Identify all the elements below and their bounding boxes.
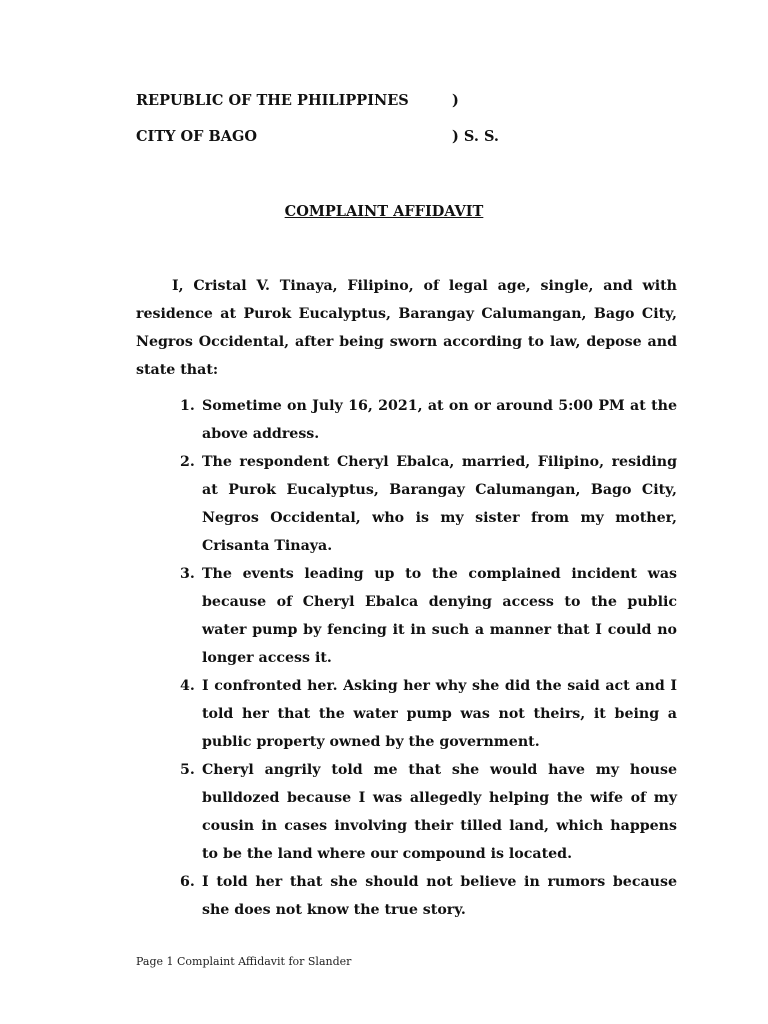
list-item-number: 1. xyxy=(180,398,195,414)
list-item-text: I confronted her. Asking her why she did the said act and I told her that the water pump was not theirs, it being a public property owned by the government. xyxy=(202,678,677,750)
list-item xyxy=(136,672,677,756)
venue-country: REPUBLIC OF THE PHILIPPINES xyxy=(136,92,409,109)
list-item-number: 3. xyxy=(180,566,195,582)
list-item-number: 4. xyxy=(180,678,195,694)
venue-block xyxy=(136,92,596,164)
list-item xyxy=(136,756,677,868)
list-item-text: Sometime on July 16, 2021, at on or around 5:00 PM at the above address. xyxy=(202,398,677,442)
list-item xyxy=(136,392,677,448)
list-item-text: Cheryl angrily told me that she would have my house bulldozed because I was allegedly helping the wife of my cousin in cases involving their tilled land, which happens to be the land where our compound is located. xyxy=(202,762,677,862)
venue-row-republic xyxy=(136,92,596,128)
intro-paragraph: I, Cristal V. Tinaya, Filipino, of legal age, single, and with residence at Purok Eucalyptus, Barangay Calumangan, Bago City, Negros Occidental, after being sworn according to law, depose and state that: xyxy=(136,278,677,378)
venue-city: CITY OF BAGO xyxy=(136,128,258,145)
venue-paren: ) xyxy=(452,92,459,109)
list-item-text: The respondent Cheryl Ebalca, married, Filipino, residing at Purok Eucalyptus, Barangay Calumangan, Bago City, Negros Occidental, who is my sister from my mother, Crisanta Tinaya. xyxy=(202,454,677,554)
list-item xyxy=(136,448,677,560)
list-item xyxy=(136,560,677,672)
page-footer: Page 1 Complaint Affidavit for Slander xyxy=(136,955,352,968)
venue-ss: ) S. S. xyxy=(452,128,499,145)
venue-row-city xyxy=(136,128,596,164)
list-item-text: The events leading up to the complained incident was because of Cheryl Ebalca denying access to the public water pump by fencing it in such a manner that I could no longer access it. xyxy=(202,566,677,666)
document-title: COMPLAINT AFFIDAVIT xyxy=(284,203,484,220)
list-item xyxy=(136,868,677,924)
list-item-number: 6. xyxy=(180,874,195,890)
list-item-number: 2. xyxy=(180,454,195,470)
statement-list xyxy=(136,392,677,924)
list-item-text: I told her that she should not believe in rumors because she does not know the true story. xyxy=(202,874,677,918)
list-item-number: 5. xyxy=(180,762,195,778)
